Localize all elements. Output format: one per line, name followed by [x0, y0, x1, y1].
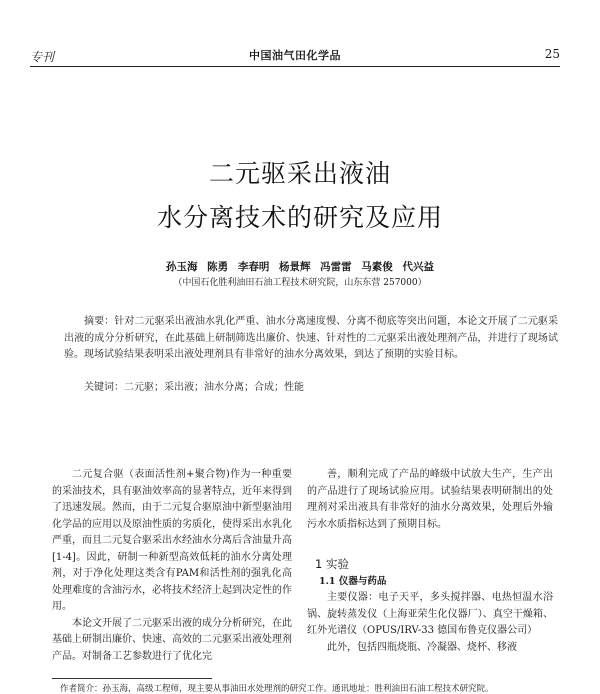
page-number: 25	[544, 47, 560, 61]
body-paragraph: 本论文开展了二元驱采出液的成分分析研究，在此基础上研制出廉价、快速、高效的二元驱采出液处理剂产品。对制备工艺参数进行了优化完	[52, 617, 292, 662]
section-label: 专刊	[30, 50, 55, 64]
body-column-left	[52, 467, 292, 665]
section-heading: 1 实验	[315, 557, 349, 571]
body-paragraph: 主要仪器：电子天平，多头搅拌器、电热恒温水浴锅、旋转蒸发仪（上海亚荣生化仪器厂）、真空干燥箱、红外光谱仪（OPUS/IRV-33 德国布鲁克仪器公司）	[307, 592, 553, 636]
abstract: 摘要：针对二元驱采出液油水乳化严重、油水分离速度慢、分离不彻底等突出问题，本论文开展了二元驱采出液的成分分析研究，在此基础上研制筛选出廉价、快速、针对性的二元驱采出液处理剂产品，并进行了现场试验。现场试验结果表明采出液处理剂具有非常好的油水分离效果，到达了预期的实验目标。	[64, 316, 558, 360]
author-list: 孙玉海 陈勇 李春明 杨景辉 冯雷雷 马素俊 代兴益	[166, 261, 434, 273]
footnote-divider	[52, 678, 212, 679]
paper-title-line-2: 水分离技术的研究及应用	[156, 203, 443, 232]
running-header	[30, 44, 560, 67]
author-footnote: 作者简介：孙玉海，高级工程师，现主要从事油田水处理剂的研究工作。通讯地址：胜利油田石油工程技术研究院。	[60, 684, 494, 694]
journal-name: 中国油气田化学品	[249, 49, 341, 62]
body-paragraph: 二元复合驱（表面活性剂+聚合物)作为一种重要的采油技术，具有驱油效率高的显著特点，近年来得到了迅速发展。然而，由于二元复合驱原油中新型驱油用化学品的应用以及原油性质的劣质化，使得采出水乳化严重，而且二元复合驱采出水经油水分离后含油量升高[1-4]。因此，研制一种新型高效低耗的油水分离处理剂，对于净化处理这类含有PAM和活性剂的强乳化高处理难度的含油污水，必将技术经济上起到决定性的作用。	[52, 469, 292, 612]
body-paragraph: 此外，包括四瓶烧瓶、冷凝器、烧杯、移液	[327, 641, 517, 653]
body-paragraph: 善，顺利完成了产品的峰级中试放大生产，生产出的产品进行了现场试验应用。试验结果表明研制出的处理剂对采出液具有非常好的油水分离效果，处理后外输污水水质指标达到了预期目标。	[307, 469, 553, 530]
keywords: 关键词：二元驱；采出液；油水分离；合成；性能	[84, 382, 304, 393]
subsection-heading: 1.1 仪器与药品	[319, 575, 387, 587]
paper-title-line-1: 二元驱采出液油	[208, 159, 391, 188]
body-column-right	[307, 467, 553, 656]
affiliation: （中国石化胜利油田石油工程技术研究院，山东东营 257000）	[173, 278, 427, 288]
